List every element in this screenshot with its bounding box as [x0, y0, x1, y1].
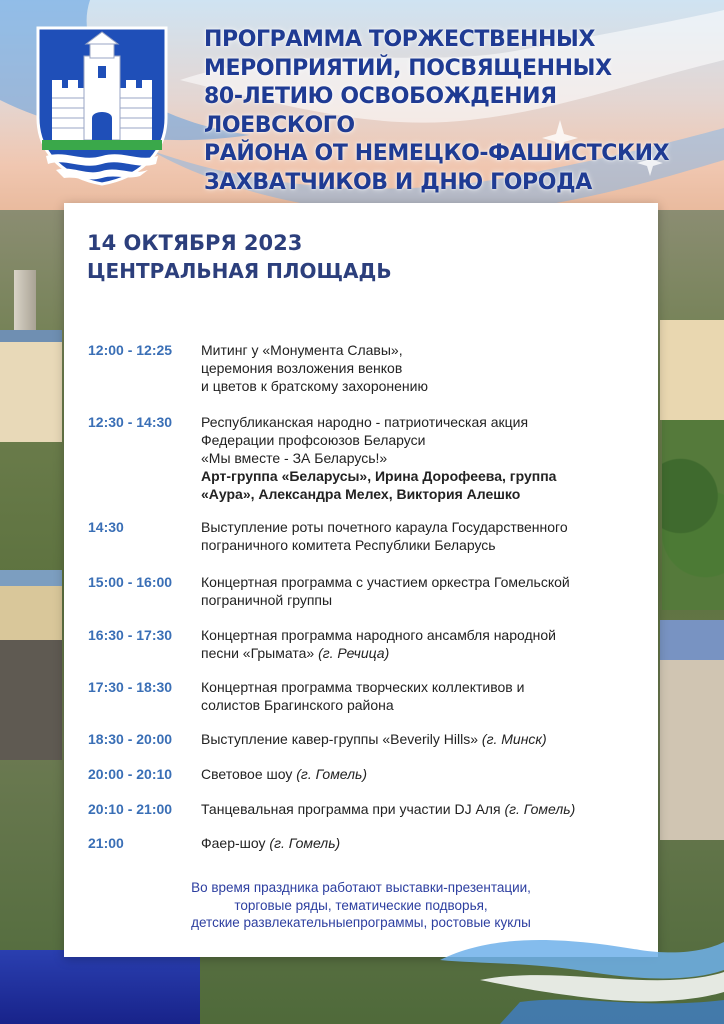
description-line — [201, 644, 651, 662]
event-date: 14 ОКТЯБРЯ 2023 — [87, 231, 303, 255]
coat-of-arms-icon — [36, 26, 168, 186]
schedule-item — [88, 730, 648, 765]
description-line: солистов Брагинского района — [201, 697, 394, 713]
background-building — [660, 320, 724, 420]
event-description — [201, 800, 651, 818]
event-time: 21:00 — [88, 835, 124, 851]
description-line: Концертная программа с участием оркестра Гомельской — [201, 574, 570, 590]
event-location: (г. Гомель) — [269, 835, 341, 851]
event-location: (г. Минск) — [481, 731, 547, 747]
background-road — [0, 640, 62, 760]
schedule-item — [88, 341, 648, 413]
footer-line: торговые ряды, тематические подворья, — [234, 897, 488, 913]
event-description — [201, 413, 651, 503]
event-description — [201, 573, 651, 609]
title-line: МЕРОПРИЯТИЙ, ПОСВЯЩЕННЫХ — [204, 55, 612, 81]
event-time: 12:30 - 14:30 — [88, 414, 173, 430]
performers-line: «Аура», Александра Мелех, Виктория Алешко — [201, 486, 521, 502]
description-line: Митинг у «Монумента Славы», — [201, 342, 403, 358]
description-text: Выступление кавер-группы «Beverily Hills» — [201, 731, 479, 747]
schedule-item — [88, 413, 648, 518]
description-text: Фаер-шоу — [201, 835, 266, 851]
event-time: 17:30 - 18:30 — [88, 679, 173, 695]
description-line: Концертная программа народного ансамбля народной — [201, 627, 556, 643]
title-line: ЗАХВАТЧИКОВ И ДНЮ ГОРОДА — [204, 169, 592, 195]
event-location: (г. Гомель) — [504, 801, 576, 817]
description-line — [201, 730, 651, 748]
description-line — [201, 800, 651, 818]
event-time: 14:30 — [88, 519, 124, 535]
event-description — [201, 518, 651, 554]
schedule-list — [88, 341, 648, 864]
schedule-item — [88, 678, 648, 730]
schedule-item — [88, 765, 648, 800]
event-description — [201, 834, 651, 852]
description-line: церемония возложения венков — [201, 360, 403, 376]
schedule-item — [88, 834, 648, 864]
description-line: Концертная программа творческих коллективов и — [201, 679, 525, 695]
program-card — [64, 203, 658, 957]
event-time: 20:00 - 20:10 — [88, 766, 173, 782]
description-text: песни «Грымата» — [201, 645, 315, 661]
schedule-item — [88, 518, 648, 573]
footer-line: Во время праздника работают выставки-презентации, — [191, 880, 531, 895]
description-line: Федерации профсоюзов Беларуси — [201, 432, 426, 448]
description-line: пограничного комитета Республики Беларусь — [201, 537, 496, 553]
event-time: 18:30 - 20:00 — [88, 731, 173, 747]
event-time: 15:00 - 16:00 — [88, 574, 173, 590]
footer-line: детские развлекательныепрограммы, ростовые куклы — [191, 915, 531, 930]
event-description — [201, 765, 651, 783]
description-line — [201, 765, 651, 783]
description-text: Световое шоу — [201, 766, 293, 782]
event-time: 16:30 - 17:30 — [88, 627, 173, 643]
description-line: пограничной группы — [201, 592, 333, 608]
schedule-item — [88, 626, 648, 678]
event-location: (г. Гомель) — [296, 766, 368, 782]
title-line: РАЙОНА ОТ НЕМЕЦКО-ФАШИСТСКИХ — [204, 141, 670, 166]
background-building — [660, 620, 724, 840]
event-description — [201, 341, 651, 395]
event-location: (г. Речица) — [318, 645, 390, 661]
schedule-item — [88, 573, 648, 626]
description-line — [201, 834, 651, 852]
title-line: 80-ЛЕТИЮ ОСВОБОЖДЕНИЯ ЛОЕВСКОГО — [204, 84, 557, 138]
description-line: Республиканская народно - патриотическая акция — [201, 414, 529, 430]
event-description — [201, 626, 651, 662]
event-description — [201, 678, 651, 714]
page-title — [204, 26, 709, 197]
description-line: и цветов к братскому захоронению — [201, 378, 428, 394]
schedule-item — [88, 800, 648, 834]
description-line: Выступление роты почетного караула Государственного — [201, 519, 568, 535]
event-time: 12:00 - 12:25 — [88, 342, 173, 358]
background-building — [0, 330, 62, 442]
decorative-waves-bottom — [440, 920, 724, 1024]
description-line: «Мы вместе - ЗА Беларусь!» — [201, 450, 388, 466]
event-description — [201, 730, 651, 748]
performers-line: Арт-группа «Беларусы», Ирина Дорофеева, группа — [201, 468, 557, 484]
event-time: 20:10 - 21:00 — [88, 801, 173, 817]
background-blue-shape — [0, 950, 200, 1024]
title-line: ПРОГРАММА ТОРЖЕСТВЕННЫХ — [204, 27, 596, 52]
event-place: ЦЕНТРАЛЬНАЯ ПЛОЩАДЬ — [87, 259, 392, 283]
background-trees — [662, 420, 724, 610]
description-text: Танцевальная программа при участии DJ Аля — [201, 801, 501, 817]
